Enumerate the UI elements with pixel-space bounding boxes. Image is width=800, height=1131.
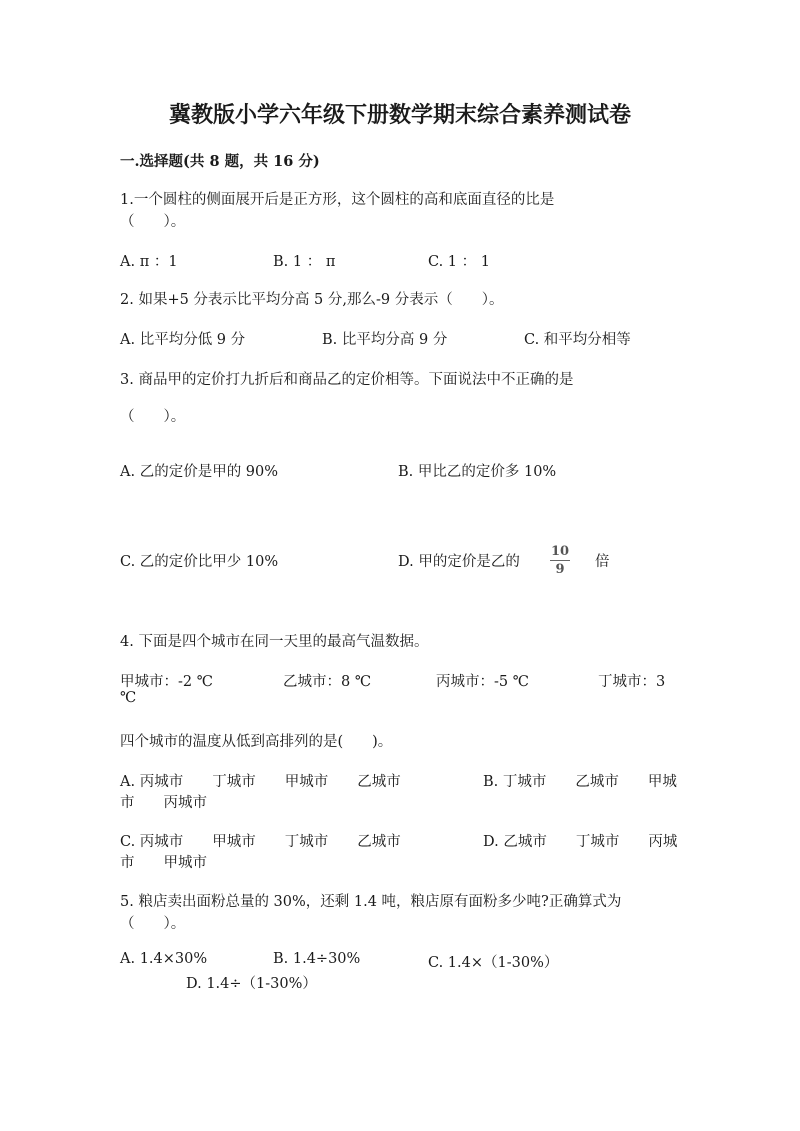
question-3-option-d-suffix: 倍 bbox=[595, 554, 610, 570]
page-title: 冀教版小学六年级下册数学期末综合素养测试卷 bbox=[168, 102, 631, 128]
question-1-blank: （ ）。 bbox=[120, 214, 186, 230]
fraction-ten-ninths bbox=[550, 544, 570, 577]
question-1-option-a: A. π ：1 bbox=[120, 254, 178, 270]
question-2-option-c: C. 和平均分相等 bbox=[524, 332, 631, 348]
city-yi-temp: 乙城市：8 ℃ bbox=[283, 674, 372, 690]
question-5-option-d: D. 1.4÷（1-30%） bbox=[186, 976, 317, 992]
question-4-option-b: B. 丁城市 乙城市 甲城 bbox=[483, 774, 677, 790]
question-3-option-c: C. 乙的定价比甲少 10% bbox=[120, 554, 279, 570]
question-5-text: 5. 粮店卖出面粉总量的 30%，还剩 1.4 吨，粮店原有面粉多少吨?正确算式为 bbox=[120, 894, 622, 910]
question-4-prompt: 四个城市的温度从低到高排列的是( )。 bbox=[120, 734, 393, 750]
question-4-text: 4. 下面是四个城市在同一天里的最高气温数据。 bbox=[120, 634, 429, 650]
question-2-text: 2. 如果+5 分表示比平均分高 5 分,那么-9 分表示（ ）。 bbox=[120, 292, 504, 308]
city-ding-unit: ℃ bbox=[120, 690, 137, 706]
question-5-option-c: C. 1.4×（1-30%） bbox=[428, 955, 559, 971]
question-5-option-a: A. 1.4×30% bbox=[120, 951, 208, 967]
question-3-blank: （ ）。 bbox=[120, 409, 186, 425]
question-3-option-d: D. 甲的定价是乙的 bbox=[398, 554, 520, 570]
fraction-bar bbox=[550, 560, 570, 561]
question-1-option-c: C. 1 ： 1 bbox=[428, 254, 490, 270]
question-3-option-b: B. 甲比乙的定价多 10% bbox=[398, 464, 557, 480]
city-bing-temp: 丙城市：-5 ℃ bbox=[436, 674, 529, 690]
question-4-option-d: D. 乙城市 丁城市 丙城 bbox=[483, 834, 678, 850]
question-2-option-b: B. 比平均分高 9 分 bbox=[322, 332, 448, 348]
question-4-option-b-cont: 市 丙城市 bbox=[120, 795, 207, 811]
question-3-text: 3. 商品甲的定价打九折后和商品乙的定价相等。下面说法中不正确的是 bbox=[120, 372, 574, 388]
question-4-option-d-cont: 市 甲城市 bbox=[120, 855, 207, 871]
question-3-option-a: A. 乙的定价是甲的 90% bbox=[120, 464, 279, 480]
question-5-blank: （ ）。 bbox=[120, 916, 186, 932]
fraction-denominator: 9 bbox=[555, 562, 565, 577]
question-1-option-b: B. 1 ： π bbox=[273, 254, 336, 270]
question-5-option-b: B. 1.4÷30% bbox=[273, 951, 361, 967]
city-jia-temp: 甲城市：-2 ℃ bbox=[120, 674, 213, 690]
section-heading: 一.选择题(共 8 题，共 16 分) bbox=[120, 153, 320, 170]
question-4-option-a: A. 丙城市 丁城市 甲城市 乙城市 bbox=[120, 774, 401, 790]
question-1-text: 1.一个圆柱的侧面展开后是正方形，这个圆柱的高和底面直径的比是 bbox=[120, 192, 555, 208]
question-2-option-a: A. 比平均分低 9 分 bbox=[120, 332, 246, 348]
fraction-numerator: 10 bbox=[550, 544, 570, 559]
city-ding-temp: 丁城市：3 bbox=[598, 674, 666, 690]
question-4-option-c: C. 丙城市 甲城市 丁城市 乙城市 bbox=[120, 834, 401, 850]
